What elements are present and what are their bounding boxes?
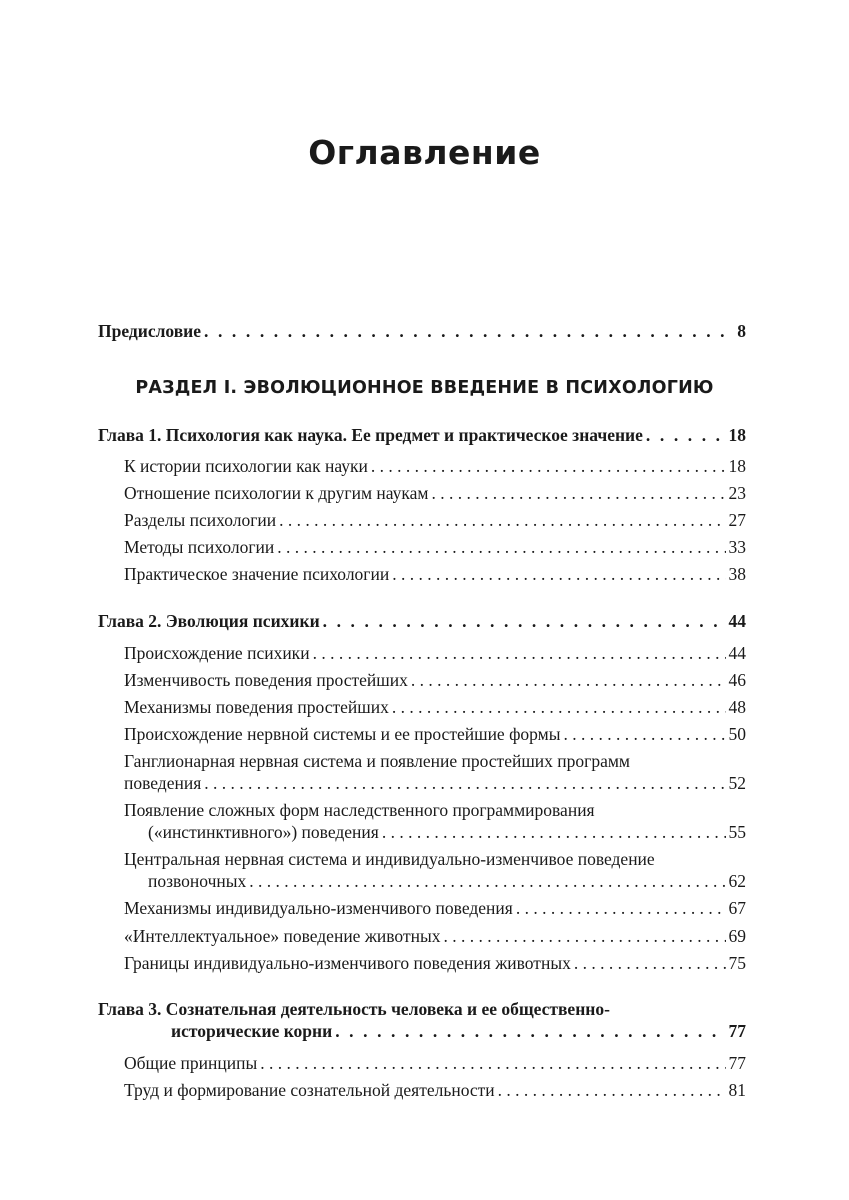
- dot-leader: [313, 643, 726, 663]
- dot-leader: [323, 611, 726, 631]
- toc-chapter-2[interactable]: [98, 611, 746, 631]
- toc-entry[interactable]: [148, 871, 746, 891]
- toc-entry[interactable]: [124, 456, 746, 476]
- toc-entry-label: поведения: [124, 773, 202, 793]
- toc-entry-label: («инстинктивного») поведения: [148, 822, 379, 842]
- dot-leader: [204, 321, 734, 341]
- toc-entry-page: 8: [737, 321, 746, 341]
- toc-entry-label: Отношение психологии к другим наукам: [124, 483, 429, 503]
- dot-leader: [411, 670, 726, 690]
- toc-entry[interactable]: [124, 510, 746, 530]
- toc-entry-page: 75: [728, 953, 746, 973]
- dot-leader: [335, 1021, 725, 1041]
- toc-entry-label: позвоночных: [148, 871, 247, 891]
- toc-entry-page: 81: [728, 1080, 746, 1100]
- dot-leader: [392, 697, 726, 717]
- toc-entry-preface[interactable]: [98, 321, 746, 341]
- toc-entry-label: Границы индивидуально-изменчивого поведения животных: [124, 953, 571, 973]
- toc-entry[interactable]: [124, 898, 746, 918]
- toc-entry-label: Предисловие: [98, 321, 202, 341]
- toc-entry-label: Происхождение нервной системы и ее простейшие формы: [124, 724, 561, 744]
- toc-entry[interactable]: [124, 926, 746, 946]
- toc-entry-page: 48: [728, 697, 746, 717]
- toc-entry[interactable]: [148, 822, 746, 842]
- toc-entry[interactable]: [124, 773, 746, 793]
- toc-entry[interactable]: [124, 697, 746, 717]
- toc-chapter-page: 44: [728, 611, 746, 631]
- dot-leader: [498, 1080, 726, 1100]
- toc-entry[interactable]: [124, 724, 746, 744]
- toc-entry-page: 27: [728, 510, 746, 530]
- toc-entry-page: 67: [728, 898, 746, 918]
- toc-entry[interactable]: [124, 537, 746, 557]
- toc-entry-first-line: Появление сложных форм наследственного программирования: [124, 800, 595, 820]
- toc-chapter-page: 18: [728, 425, 746, 445]
- toc-entry-page: 38: [728, 564, 746, 584]
- toc-entry-label: «Интеллектуальное» поведение животных: [124, 926, 441, 946]
- toc-entry-page: 50: [728, 724, 746, 744]
- toc-entry-page: 52: [728, 773, 746, 793]
- toc-entry-page: 77: [728, 1053, 746, 1073]
- toc-entry-page: 18: [728, 456, 746, 476]
- page-title: Оглавление: [308, 133, 541, 172]
- toc-entry-label: Общие принципы: [124, 1053, 258, 1073]
- dot-leader: [574, 953, 726, 973]
- dot-leader: [392, 564, 725, 584]
- toc-entry-label: Изменчивость поведения простейших: [124, 670, 408, 690]
- toc-chapter-label: исторические корни: [171, 1021, 333, 1041]
- toc-entry-label: Механизмы индивидуально-изменчивого поведения: [124, 898, 513, 918]
- toc-entry-label: Практическое значение психологии: [124, 564, 390, 584]
- toc-entry-label: Методы психологии: [124, 537, 275, 557]
- toc-entry-page: 33: [728, 537, 746, 557]
- toc-chapter-1[interactable]: [98, 425, 746, 445]
- toc-chapter-label: Глава 2. Эволюция психики: [98, 611, 320, 631]
- dot-leader: [260, 1053, 725, 1073]
- toc-entry[interactable]: [124, 670, 746, 690]
- toc-entry[interactable]: [124, 643, 746, 663]
- toc-entry[interactable]: [124, 483, 746, 503]
- toc-entry-page: 44: [728, 643, 746, 663]
- toc-entry-page: 62: [728, 871, 746, 891]
- toc-chapter-3-first-line: Глава 3. Сознательная деятельность человека и ее общественно-: [98, 999, 610, 1019]
- dot-leader: [204, 773, 725, 793]
- toc-entry-page: 46: [728, 670, 746, 690]
- toc-entry[interactable]: [124, 1080, 746, 1100]
- toc-entry-label: Разделы психологии: [124, 510, 277, 530]
- toc-entry-page: 23: [728, 483, 746, 503]
- dot-leader: [646, 425, 726, 445]
- dot-leader: [279, 510, 725, 530]
- section-heading: РАЗДЕЛ I. ЭВОЛЮЦИОННОЕ ВВЕДЕНИЕ В ПСИХОЛОГИЮ: [135, 378, 714, 398]
- dot-leader: [443, 926, 725, 946]
- dot-leader: [249, 871, 725, 891]
- toc-entry[interactable]: [124, 564, 746, 584]
- toc-entry-page: 55: [728, 822, 746, 842]
- dot-leader: [277, 537, 725, 557]
- toc-entry-label: Происхождение психики: [124, 643, 310, 663]
- toc-entry-page: 69: [728, 926, 746, 946]
- toc-entry[interactable]: [124, 953, 746, 973]
- dot-leader: [382, 822, 726, 842]
- toc-chapter-page: 77: [728, 1021, 746, 1041]
- dot-leader: [432, 483, 726, 503]
- toc-entry-label: Труд и формирование сознательной деятельности: [124, 1080, 495, 1100]
- toc-entry-label: Механизмы поведения простейших: [124, 697, 389, 717]
- dot-leader: [516, 898, 726, 918]
- toc-entry-first-line: Центральная нервная система и индивидуально-изменчивое поведение: [124, 849, 655, 869]
- toc-entry-first-line: Ганглионарная нервная система и появление простейших программ: [124, 751, 631, 771]
- toc-chapter-label: Глава 1. Психология как наука. Ее предмет и практическое значение: [98, 425, 643, 445]
- dot-leader: [371, 456, 726, 476]
- toc-entry[interactable]: [124, 1053, 746, 1073]
- toc-chapter-3[interactable]: [171, 1021, 746, 1041]
- dot-leader: [563, 724, 725, 744]
- toc-entry-label: К истории психологии как науки: [124, 456, 368, 476]
